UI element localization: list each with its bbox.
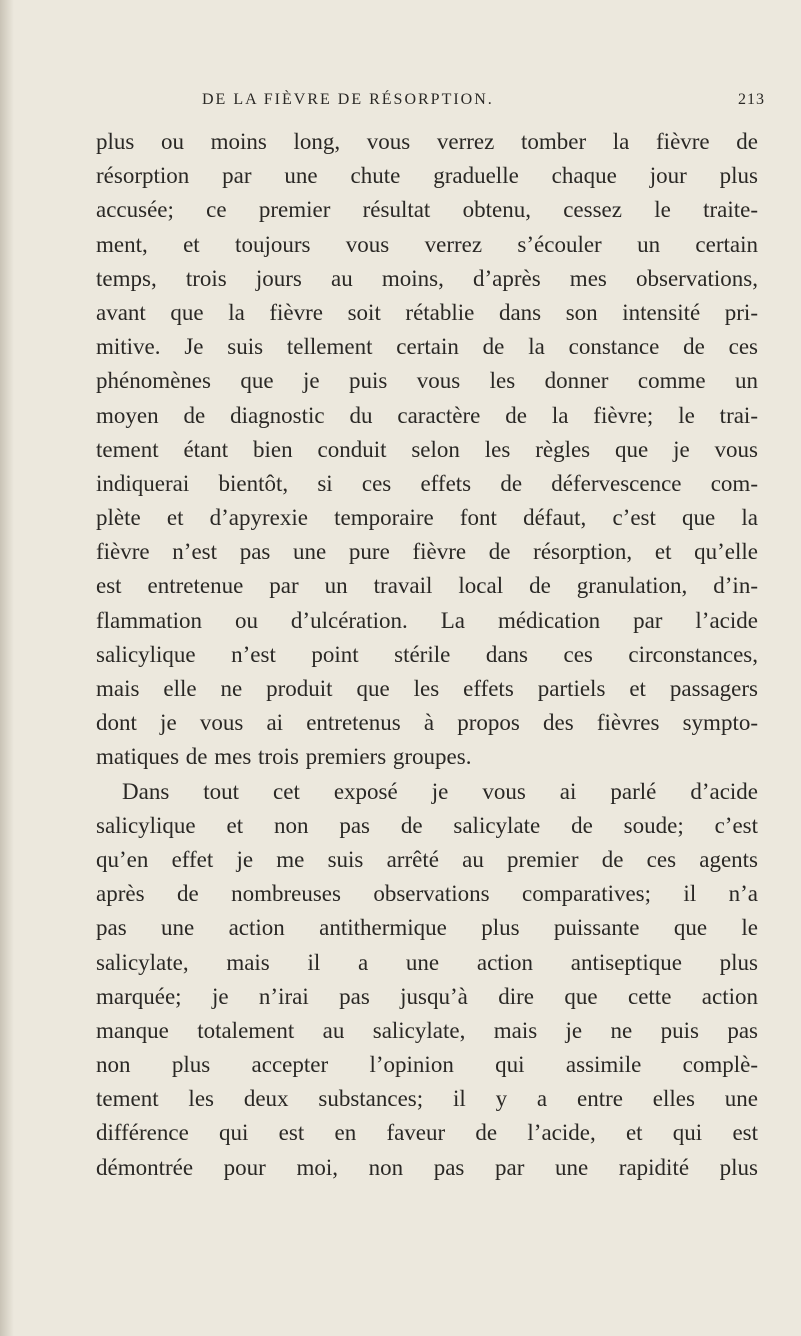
text-line: plus ou moins long, vous verrez tomber la fièvre de — [96, 129, 758, 154]
text-line: flammation ou d’ulcération. La médication par l’acide — [96, 607, 758, 633]
text-line: ment, et toujours vous verrez s’écouler un certain — [96, 231, 758, 257]
text-line: manque totalement au salicylate, mais je ne puis pas — [96, 1017, 758, 1043]
text-line: indiquerai bientôt, si ces effets de défervescence com- — [96, 470, 758, 496]
text-line: fièvre n’est pas une pure fièvre de résorption, et qu’elle — [96, 539, 758, 565]
text-line: mitive. Je suis tellement certain de la constance de ces — [96, 334, 758, 360]
text-line: après de nombreuses observations comparatives; il n’a — [96, 881, 758, 907]
paragraph-end-line: matiques de mes trois premiers groupes. — [96, 744, 472, 770]
running-head — [0, 91, 801, 115]
text-line: plète et d’apyrexie temporaire font défaut, c’est que la — [96, 505, 758, 531]
text-line: tement étant bien conduit selon les règles que je vous — [96, 436, 758, 462]
text-line: résorption par une chute graduelle chaque jour plus — [96, 163, 758, 189]
text-line: moyen de diagnostic du caractère de la fièvre; le trai- — [96, 402, 758, 428]
text-line: non plus accepter l’opinion qui assimile complè- — [96, 1052, 758, 1078]
text-line: tement les deux substances; il y a entre elles une — [96, 1086, 758, 1112]
text-line: phénomènes que je puis vous les donner comme un — [96, 368, 758, 394]
text-line: avant que la fièvre soit rétablie dans son intensité pri- — [96, 299, 758, 325]
text-line: pas une action antithermique plus puissante que le — [96, 915, 758, 941]
page-edge-shadow — [0, 0, 14, 1336]
text-line: est entretenue par un travail local de granulation, d’in- — [96, 573, 758, 599]
text-line: dont je vous ai entretenus à propos des fièvres sympto- — [96, 710, 758, 736]
text-line: qu’en effet je me suis arrêté au premier de ces agents — [96, 846, 758, 872]
text-line: accusée; ce premier résultat obtenu, cessez le traite- — [96, 197, 758, 223]
text-line: différence qui est en faveur de l’acide, et qui est — [96, 1120, 758, 1146]
text-line: mais elle ne produit que les effets partiels et passagers — [96, 676, 758, 701]
body-text — [96, 125, 758, 1185]
text-line: salicylate, mais il a une action antiseptique plus — [96, 949, 758, 975]
text-line: démontrée pour moi, non pas par une rapidité plus — [96, 1154, 758, 1180]
running-title: DE LA FIÈVRE DE RÉSORPTION. — [202, 91, 494, 108]
text-line: temps, trois jours au moins, d’après mes observations, — [96, 265, 758, 291]
paragraph-start-line: Dans tout cet exposé je vous ai parlé d’acide — [122, 778, 758, 804]
page-number: 213 — [738, 91, 765, 108]
text-line: marquée; je n’irai pas jusqu’à dire que cette action — [96, 983, 758, 1009]
text-line: salicylique n’est point stérile dans ces circonstances, — [96, 641, 758, 667]
text-line: salicylique et non pas de salicylate de soude; c’est — [96, 812, 758, 838]
